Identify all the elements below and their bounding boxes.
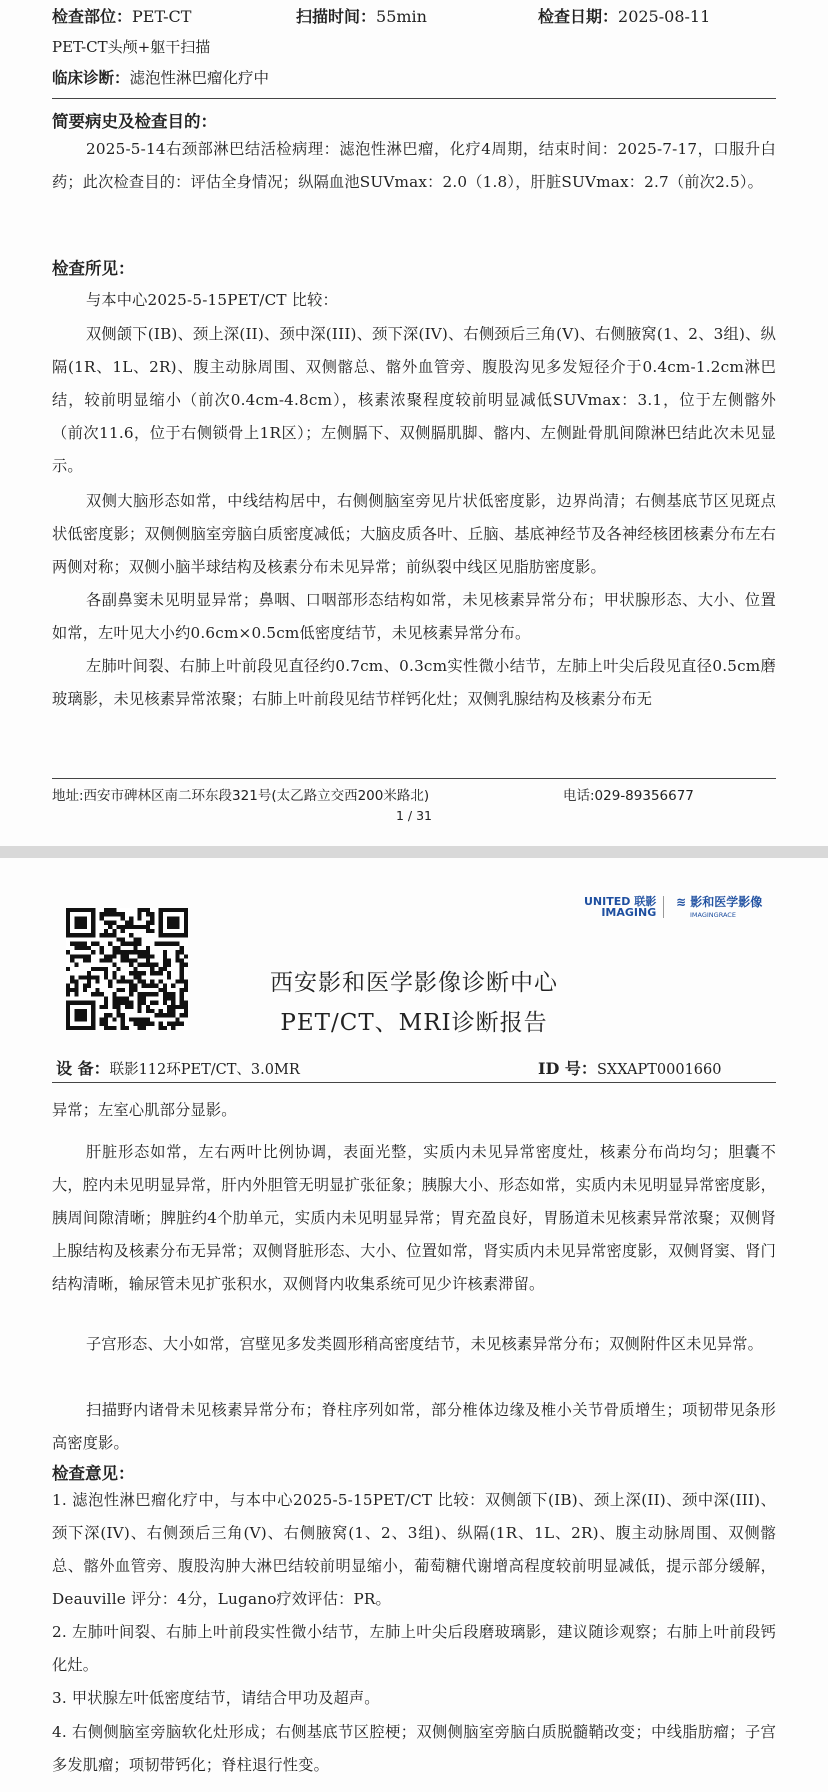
report-title: PET/CT、MRI诊断报告 [280, 1010, 548, 1036]
report-page-1 [0, 0, 828, 846]
finding-bones: 扫描野内诸骨未见核素异常分布；脊柱序列如常，部分椎体边缘及椎小关节骨质增生；项韧带见条形高密度影。 [52, 1401, 776, 1452]
center-title: 西安影和医学影像诊断中心 [270, 970, 558, 996]
compare-line: 与本中心2025-5-15PET/CT 比较： [86, 291, 338, 309]
footer-phone: 电话:029-89356677 [563, 788, 694, 804]
finding-lymph-nodes: 双侧颌下(IB)、颈上深(II)、颈中深(III)、颈下深(IV)、右侧颈后三角(V)、右侧腋窝(1、2、3组)、纵隔(1R、1L、2R)、腹主动脉周围、双侧髂总、髂外血管旁、腹股沟见多发短径介于0.4cm-1.2cm淋巴结，较前明显缩小（前次0.4cm-4.8cm），核素浓聚程度较前明显减低SUVmax：3.1，位于左侧髂外（前次11.6，位于右侧锁骨上1R区）；左侧膈下、双侧膈肌脚、髂内、左侧趾骨肌间隙淋巴结此次未见显示。 [52, 325, 776, 475]
finding-lung: 左肺叶间裂、右肺上叶前段见直径约0.7cm、0.3cm实性微小结节，左肺上叶尖后段见直径0.5cm磨玻璃影，未见核素异常浓聚；右肺上叶前段见结节样钙化灶；双侧乳腺结构及核素分布无 [52, 657, 776, 708]
scan-time: 扫描时间：55min [296, 7, 427, 26]
yinghe-logo: ≋ 影和医学影像 IMAGINGRACE [676, 895, 763, 919]
finding-uterus: 子宫形态、大小如常，宫壁见多发类圆形稍高密度结节，未见核素异常分布；双侧附件区未见异常。 [86, 1335, 764, 1353]
patient-id: ID 号：SXXAPT0001660 [538, 1059, 722, 1078]
page-number: 1 / 31 [395, 808, 433, 823]
opinion-1: 1. 滤泡性淋巴瘤化疗中，与本中心2025-5-15PET/CT 比较：双侧颌下(IB)、颈上深(II)、颈中深(III)、颈下深(IV)、右侧颈后三角(V)、右侧腋窝(1、2、3组)、纵隔(1R、1L、2R)、腹主动脉周围、双侧髂总、髂外血管旁、腹股沟肿大淋巴结较前明显缩小，葡萄糖代谢增高程度较前明显减低，提示部分缓解，Deauville 评分：4分，Lugano疗效评估：PR。 [52, 1491, 776, 1608]
opinion-3: 3. 甲状腺左叶低密度结节，请结合甲功及超声。 [52, 1689, 380, 1707]
divider [52, 98, 776, 99]
history-text: 2025-5-14右颈部淋巴结活检病理：滤泡性淋巴瘤，化疗4周期，结束时间：2025-7-17，口服升白药；此次检查目的：评估全身情况；纵隔血池SUVmax：2.0（1.8），肝脏SUVmax：2.7（前次2.5）。 [52, 140, 776, 191]
logo-divider [663, 896, 664, 918]
device: 设 备：联影112环PET/CT、3.0MR [56, 1059, 300, 1078]
divider [52, 1082, 776, 1083]
findings-title: 检查所见： [52, 259, 135, 278]
finding-neck: 各副鼻窦未见明显异常；鼻咽、口咽部形态结构如常，未见核素异常分布；甲状腺形态、大小、位置如常，左叶见大小约0.6cm×0.5cm低密度结节，未见核素异常分布。 [52, 591, 776, 642]
clinical-diagnosis: 临床诊断：滤泡性淋巴瘤化疗中 [52, 68, 270, 87]
opinion-4: 4. 右侧侧脑室旁脑软化灶形成；右侧基底节区腔梗；双侧侧脑室旁脑白质脱髓鞘改变；中线脂肪瘤；子宫多发肌瘤；项韧带钙化；脊柱退行性变。 [52, 1723, 776, 1774]
opinion-2: 2. 左肺叶间裂、右肺上叶前段实性微小结节，左肺上叶尖后段磨玻璃影，建议随诊观察；右肺上叶前段钙化灶。 [52, 1623, 776, 1674]
opinion-title: 检查意见： [52, 1464, 135, 1483]
united-imaging-logo: UNITED 联影 IMAGING [584, 895, 657, 919]
report-page-2 [0, 858, 828, 1792]
footer-address: 地址:西安市碑林区南二环东段321号(太乙路立交西200米路北) [52, 788, 430, 804]
history-title: 简要病史及检查目的： [52, 112, 217, 131]
exam-part: 检查部位：PET-CT [52, 7, 192, 26]
continued-text: 异常；左室心肌部分显影。 [52, 1101, 237, 1119]
finding-abdomen: 肝脏形态如常，左右两叶比例协调，表面光整，实质内未见异常密度灶，核素分布尚均匀；胆囊不大，腔内未见明显异常，肝内外胆管无明显扩张征象；胰腺大小、形态如常，实质内未见明显异常密度影，胰周间隙清晰；脾脏约4个肋单元，实质内未见明显异常；胃充盈良好，胃肠道未见核素异常浓聚；双侧肾上腺结构及核素分布无异常；双侧肾脏形态、大小、位置如常，肾实质内未见异常密度影，双侧肾窦、肾门结构清晰，输尿管未见扩张积水，双侧肾内收集系统可见少许核素滞留。 [52, 1143, 776, 1293]
scan-type: PET-CT头颅+躯干扫描 [52, 38, 211, 56]
finding-brain: 双侧大脑形态如常，中线结构居中，右侧侧脑室旁见片状低密度影，边界尚清；右侧基底节区见斑点状低密度影；双侧侧脑室旁脑白质密度减低；大脑皮质各叶、丘脑、基底神经节及各神经核团核素分布左右两侧对称；双侧小脑半球结构及核素分布未见异常；前纵裂中线区见脂肪密度影。 [52, 492, 776, 576]
footer-divider [52, 778, 776, 779]
exam-date: 检查日期：2025-08-11 [538, 7, 711, 26]
